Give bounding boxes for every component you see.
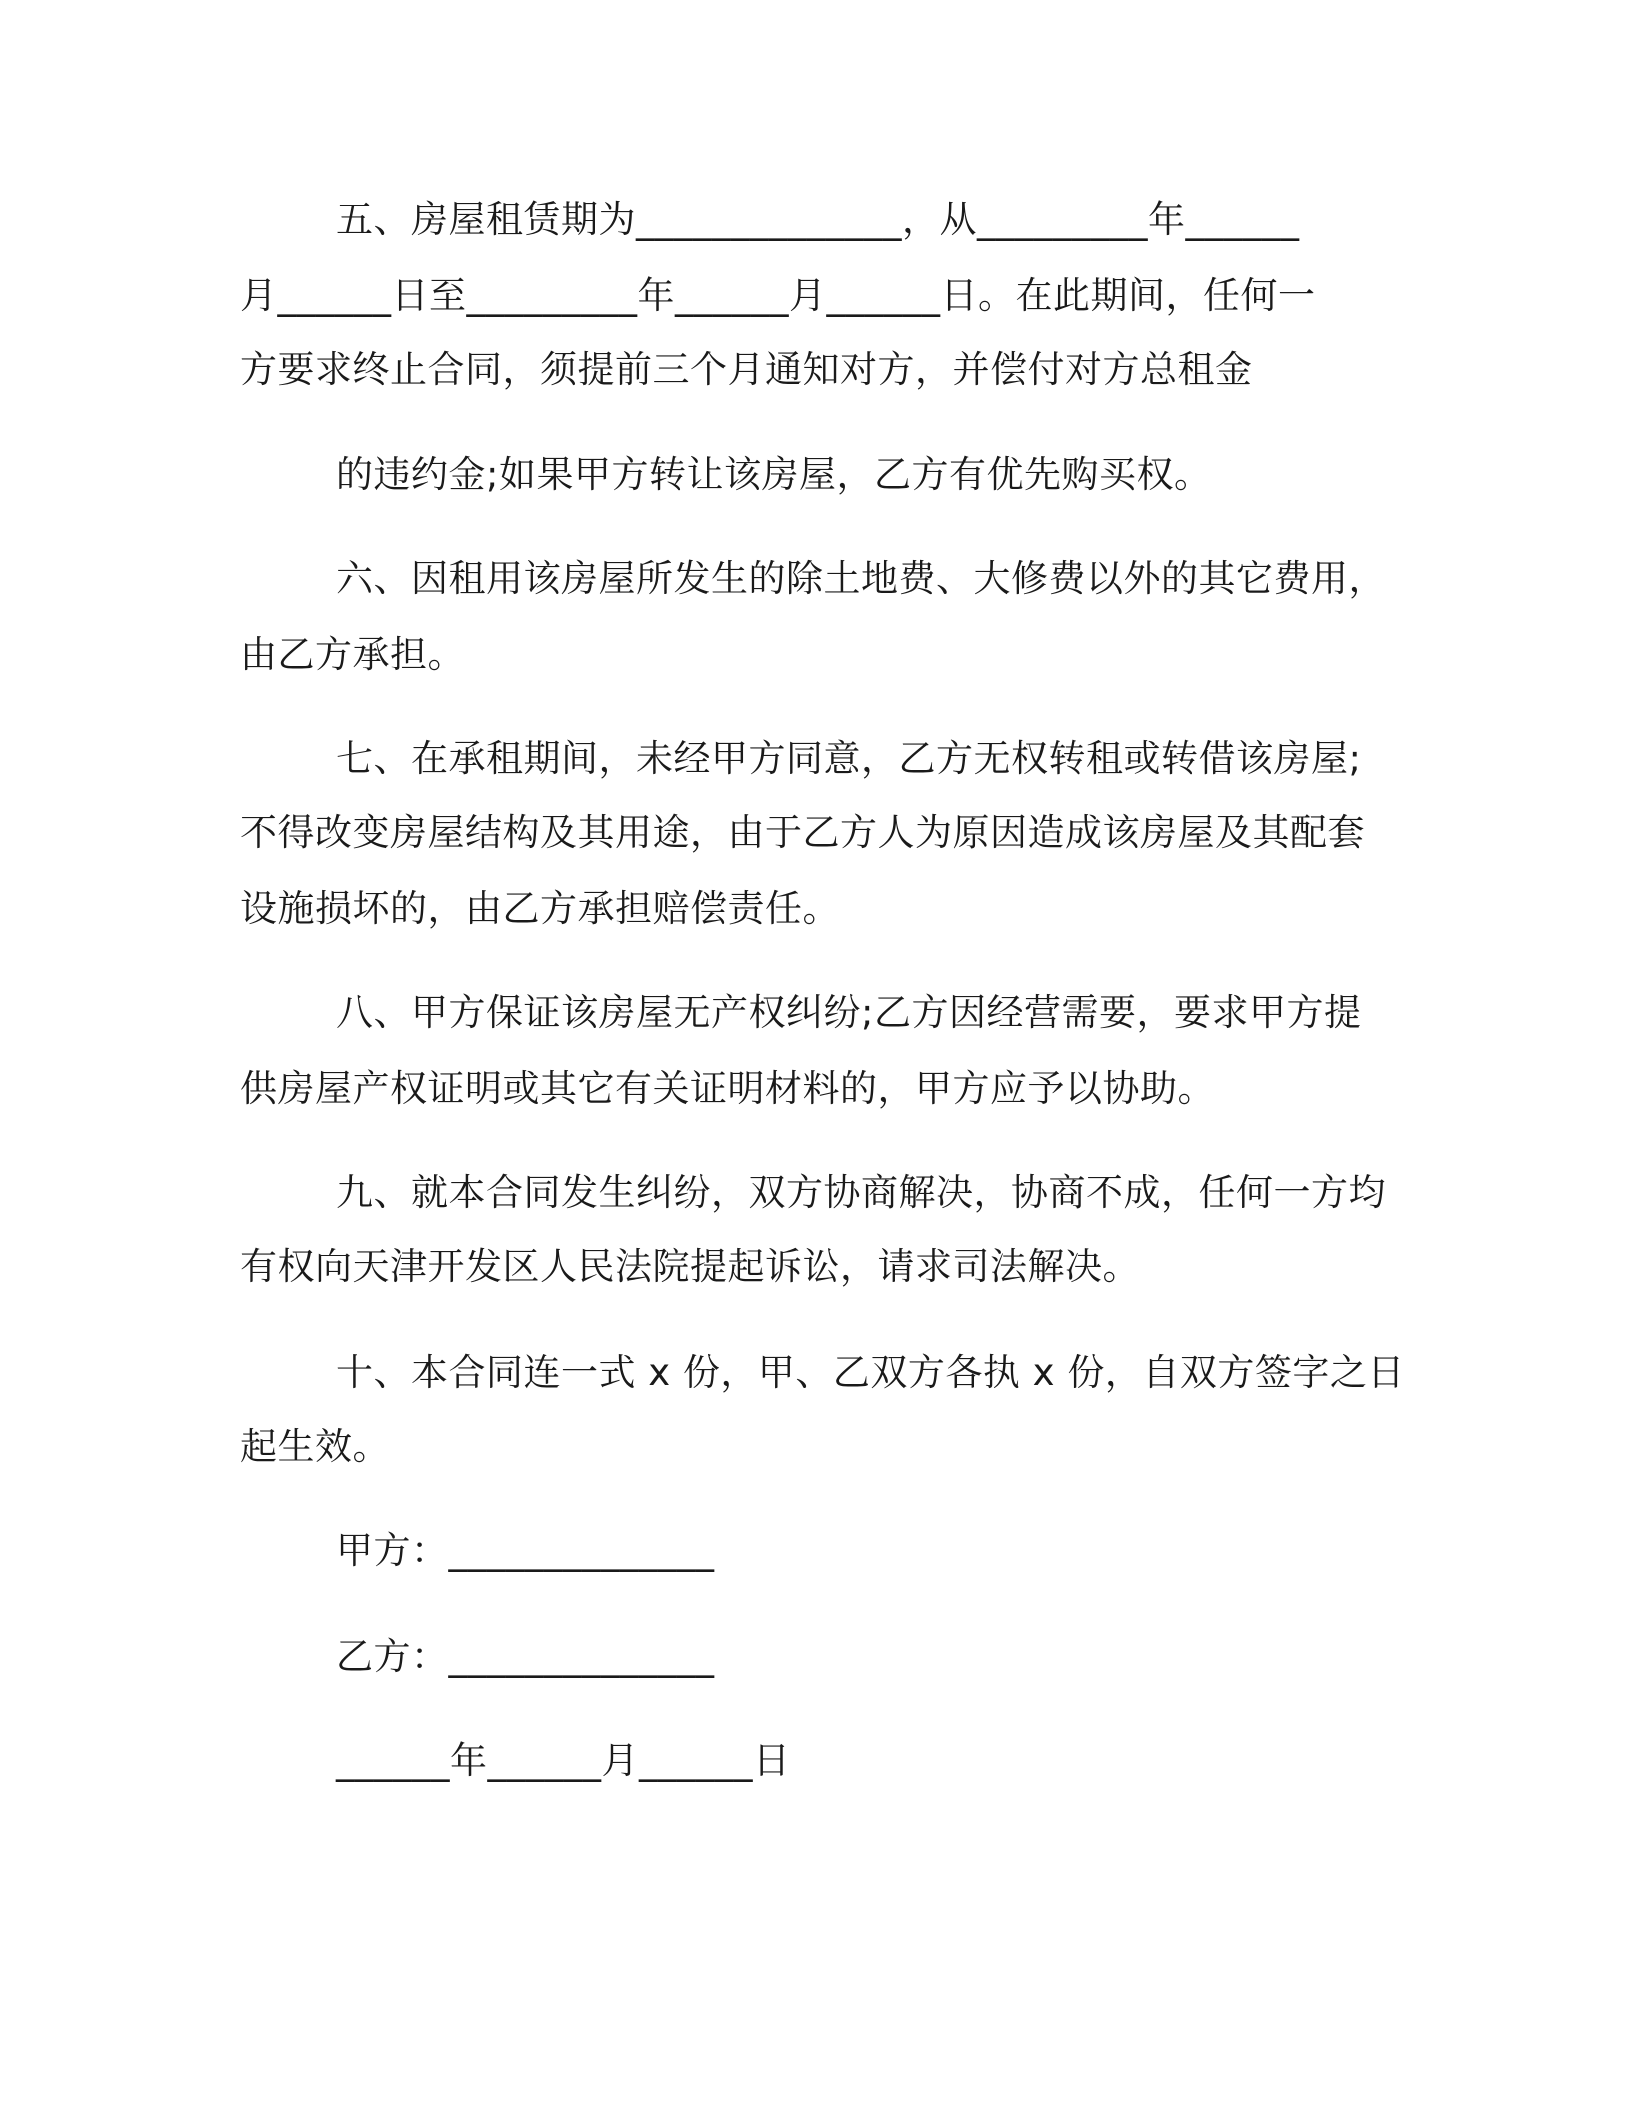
clause-7-line-3: 设施损坏的，由乙方承担赔偿责任。	[240, 887, 840, 930]
clause-7-line-2: 不得改变房屋结构及其用途，由于乙方人为原因造成该房屋及其配套	[240, 811, 1365, 854]
clause-8-line-2: 供房屋产权证明或其它有关证明材料的，甲方应予以协助。	[240, 1067, 1215, 1110]
party-a-signature: 甲方：______________	[336, 1529, 715, 1572]
signature-date: ______年______月______日	[336, 1739, 791, 1782]
clause-9-line-2: 有权向天津开发区人民法院提起诉讼，请求司法解决。	[240, 1245, 1140, 1288]
clause-5-line-4: 的违约金;如果甲方转让该房屋，乙方有优先购买权。	[336, 453, 1212, 496]
clause-10-line-1: 十、本合同连一式 x 份，甲、乙双方各执 x 份，自双方签字之日	[336, 1351, 1405, 1394]
party-b-signature: 乙方：______________	[336, 1635, 715, 1678]
clause-9-line-1: 九、就本合同发生纠纷，双方协商解决，协商不成，任何一方均	[336, 1171, 1386, 1214]
clause-8-line-1: 八、甲方保证该房屋无产权纠纷;乙方因经营需要，要求甲方提	[336, 991, 1362, 1034]
clause-5-line-3: 方要求终止合同，须提前三个月通知对方，并偿付对方总租金	[240, 348, 1253, 391]
clause-5-line-1: 五、房屋租赁期为______________，从_________年______	[336, 198, 1300, 241]
clause-6-line-1: 六、因租用该房屋所发生的除土地费、大修费以外的其它费用，	[336, 557, 1386, 600]
clause-5-line-2: 月______日至_________年______月______日。在此期间，任何一	[240, 274, 1316, 317]
clause-10-line-2: 起生效。	[240, 1425, 390, 1468]
clause-6-line-2: 由乙方承担。	[240, 633, 465, 676]
clause-7-line-1: 七、在承租期间，未经甲方同意，乙方无权转租或转借该房屋;	[336, 737, 1362, 780]
